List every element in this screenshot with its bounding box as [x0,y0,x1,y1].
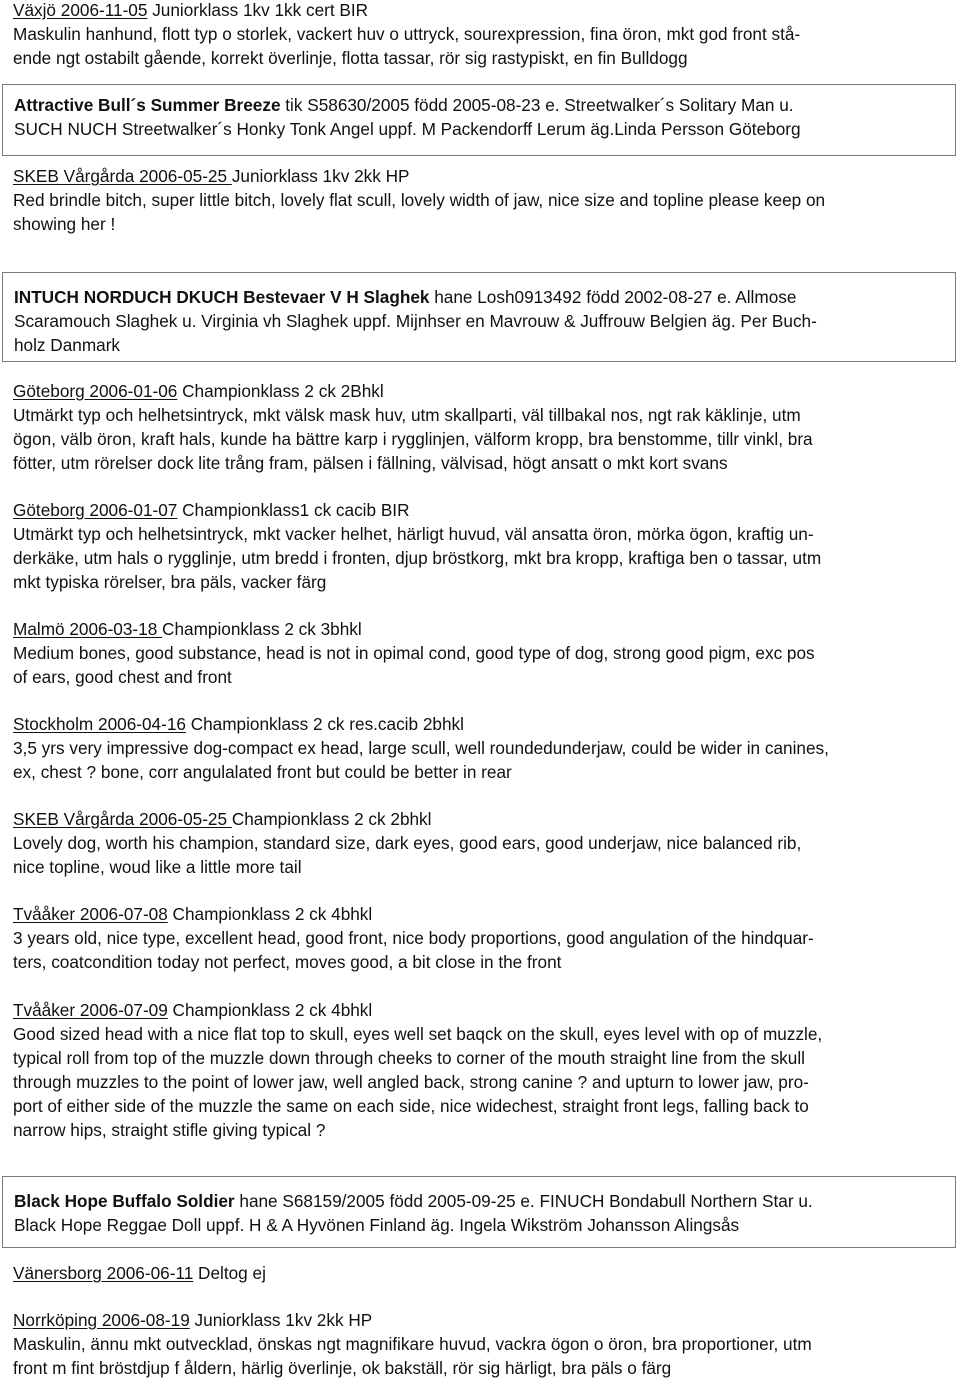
show-result: Championklass 2 ck 4bhkl [167,904,373,924]
show-result: Championklass 2 ck 4bhkl [167,1000,373,1020]
critique-line: of ears, good chest and front [13,667,232,687]
critique-line: ende ngt ostabilt gående, korrekt överlinje, flotta tassar, rör sig rastypiskt, en fin Bulldogg [13,48,688,68]
show-entry [13,164,948,236]
show-place-date: Växjö 2006-11-05 [13,0,148,20]
show-result: Juniorklass 1kv 2kk HP [189,1310,373,1330]
show-result: Juniorklass 1kv 2kk HP [231,166,410,186]
dog-header-box [2,84,956,156]
show-place-date: Tvååker 2006-07-09 [13,1000,168,1020]
critique-line: showing her ! [13,214,116,234]
show-entry [13,498,948,594]
dog-header [14,93,949,141]
show-place-date: Malmö 2006-03-18 [13,619,163,639]
critique-line: Lovely dog, worth his champion, standard size, dark eyes, good ears, good underjaw, nice balanced rib, [13,833,802,853]
show-place-date: Tvååker 2006-07-08 [13,904,168,924]
critique-line: Medium bones, good substance, head is not in opimal cond, good type of dog, strong good pigm, exc pos [13,643,815,663]
critique-line: ögon, välb öron, kraft hals, kunde ha bättre karp i rygglinjen, välform kropp, bra benstomme, tillr vinkl, bra [13,429,813,449]
dog-pedigree: Scaramouch Slaghek u. Virginia vh Slaghek uppf. Mijnhser en Mavrouw & Juffrouw Belgien äg. Per Buch- [14,311,817,331]
dog-header [14,1189,949,1237]
show-place-date: Vänersborg 2006-06-11 [13,1263,194,1283]
show-result: Championklass 2 ck 3bhkl [162,619,362,639]
show-result: Deltog ej [193,1263,266,1283]
show-entry [13,998,948,1142]
critique-line: Utmärkt typ och helhetsintryck, mkt vacker helhet, härligt huvud, väl ansatta öron, mörka ögon, kraftig un- [13,524,814,544]
critique-line: mkt typiska rörelser, bra päls, vacker färg [13,572,327,592]
critique-line: Red brindle bitch, super little bitch, lovely flat scull, lovely width of jaw, nice size and topline please keep on [13,190,826,210]
dog-header-box [2,1176,956,1248]
show-place-date: Göteborg 2006-01-07 [13,500,178,520]
show-entry [13,807,948,879]
dog-pedigree: hane Losh0913492 född 2002-08-27 e. Allmose [429,287,797,307]
show-entry [13,902,948,974]
show-place-date: Göteborg 2006-01-06 [13,381,178,401]
dog-header [14,285,949,357]
critique-line: Good sized head with a nice flat top to skull, eyes well set baqck on the skull, eyes level with op of muzzle, [13,1024,823,1044]
dog-pedigree: SUCH NUCH Streetwalker´s Honky Tonk Angel uppf. M Packendorff Lerum äg.Linda Persson Göteborg [14,119,801,139]
dog-header-box [2,272,956,362]
dog-pedigree: tik S58630/2005 född 2005-08-23 e. Streetwalker´s Solitary Man u. [280,95,794,115]
show-place-date: Norrköping 2006-08-19 [13,1310,190,1330]
critique-line: 3 years old, nice type, excellent head, good front, nice body proportions, good angulation of the hindquar- [13,928,814,948]
critique-line: nice topline, woud like a little more tail [13,857,302,877]
show-place-date: SKEB Vårgårda 2006-05-25 [13,809,232,829]
dog-pedigree: holz Danmark [14,335,121,355]
show-result: Championklass 2 ck res.cacib 2bhkl [185,714,464,734]
critique-line: fötter, utm rörelser dock lite trång fram, pälsen i fällning, välvisad, högt ansatt o mkt kort svans [13,453,728,473]
critique-line: Maskulin hanhund, flott typ o storlek, vackert huv o uttryck, sourexpression, fina öron, mkt god front stå- [13,24,801,44]
dog-name: Black Hope Buffalo Soldier [14,1191,235,1211]
dog-name: INTUCH NORDUCH DKUCH Bestevaer V H Slaghek [14,287,430,307]
critique-line: derkäke, utm hals o rygglinje, utm bredd i fronten, djup bröstkorg, mkt bra kropp, kraftiga ben o tassar, utm [13,548,822,568]
critique-line: port of either side of the muzzle the same on each side, nice widechest, straight front legs, falling back to [13,1096,809,1116]
show-result: Juniorklass 1kv 1kk cert BIR [147,0,369,20]
critique-line: through muzzles to the point of lower jaw, well angled back, strong canine ? and upturn to lower jaw, pro- [13,1072,809,1092]
dog-pedigree: Black Hope Reggae Doll uppf. H & A Hyvönen Finland äg. Ingela Wikström Johansson Alingsås [14,1215,740,1235]
show-entry [13,379,948,475]
dog-pedigree: hane S68159/2005 född 2005-09-25 e. FINUCH Bondabull Northern Star u. [234,1191,813,1211]
critique-line: ex, chest ? bone, corr angulalated front but could be better in rear [13,762,512,782]
show-place-date: SKEB Vårgårda 2006-05-25 [13,166,232,186]
show-entry [13,1261,948,1285]
critique-line: typical roll from top of the muzzle down through cheeks to corner of the mouth straight line from the skull [13,1048,805,1068]
critique-line: front m fint bröstdjup f åldern, härlig överlinje, ok bakställ, rör sig härligt, bra päls o färg [13,1358,672,1378]
show-result: Championklass1 ck cacib BIR [177,500,410,520]
show-place-date: Stockholm 2006-04-16 [13,714,186,734]
show-entry [13,617,948,689]
critique-line: Utmärkt typ och helhetsintryck, mkt välsk mask huv, utm skallparti, väl tillbakal nos, ngt rak käklinje, utm [13,405,801,425]
critique-line: ters, coatcondition today not perfect, moves good, a bit close in the front [13,952,562,972]
show-entry [13,712,948,784]
show-result: Championklass 2 ck 2bhkl [231,809,432,829]
critique-line: 3,5 yrs very impressive dog-compact ex head, large scull, well roundedunderjaw, could be wider in canines, [13,738,829,758]
show-entry [13,0,948,70]
critique-line: Maskulin, ännu mkt outvecklad, önskas ngt magnifikare huvud, vackra ögon o öron, bra proportioner, utm [13,1334,812,1354]
dog-name: Attractive Bull´s Summer Breeze [14,95,281,115]
show-result: Championklass 2 ck 2Bhkl [177,381,384,401]
critique-line: narrow hips, straight stifle giving typical ? [13,1120,326,1140]
show-entry [13,1308,948,1380]
